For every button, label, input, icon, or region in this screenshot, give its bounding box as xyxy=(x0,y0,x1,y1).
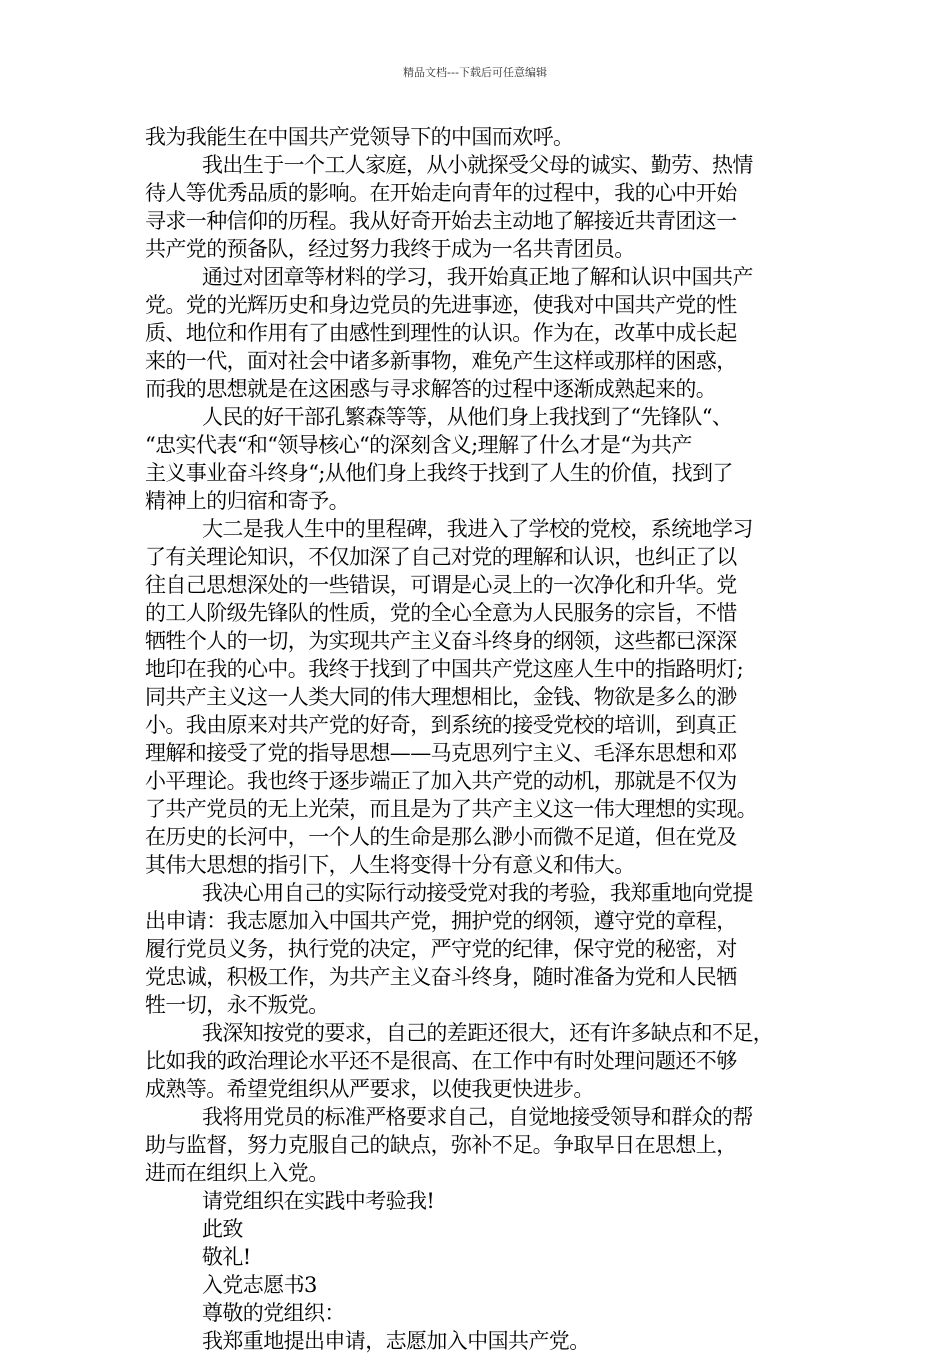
document-line: 牲一切，永不叛党。 xyxy=(145,993,329,1017)
document-line: “忠实代表“和“领导核心“的深刻含义;理解了什么才是“为共产 xyxy=(145,433,692,457)
document-line: 成熟等。希望党组织从严要求，以使我更快进步。 xyxy=(145,1077,594,1101)
document-line: 比如我的政治理论水平还不是很高、在工作中有时处理问题还不够 xyxy=(145,1049,737,1073)
document-line: 同共产主义这一人类大同的伟大理想相比，金钱、物欲是多么的渺 xyxy=(145,685,737,709)
document-line: 共产党的预备队，经过努力我终于成为一名共青团员。 xyxy=(145,237,635,261)
document-line: 精神上的归宿和寄予。 xyxy=(145,489,349,513)
document-line: 党忠诚，积极工作，为共产主义奋斗终身，随时准备为党和人民牺 xyxy=(145,965,737,989)
document-line: 地印在我的心中。我终于找到了中国共产党这座人生中的指路明灯; xyxy=(145,657,744,681)
document-line: 小平理论。我也终于逐步端正了加入共产党的动机，那就是不仅为 xyxy=(145,769,737,793)
document-line: 质、地位和作用有了由感性到理性的认识。作为在，改革中成长起 xyxy=(145,321,737,345)
document-line: 在历史的长河中，一个人的生命是那么渺小而微不足道，但在党及 xyxy=(145,825,737,849)
document-line: 来的一代，面对社会中诸多新事物，难免产生这样或那样的困惑， xyxy=(145,349,737,373)
document-line: 党。党的光辉历史和身边党员的先进事迹，使我对中国共产党的性 xyxy=(145,293,737,317)
document-line: 通过对团章等材料的学习，我开始真正地了解和认识中国共产 xyxy=(202,265,753,289)
page-header: 精品文档---下载后可任意编辑 xyxy=(403,66,547,79)
document-line: 我决心用自己的实际行动接受党对我的考验，我郑重地向党提 xyxy=(202,881,753,905)
document-line: 请党组织在实践中考验我! xyxy=(202,1189,435,1213)
document-line: 出申请：我志愿加入中国共产党，拥护党的纲领，遵守党的章程， xyxy=(145,909,737,933)
document-line: 人民的好干部孔繁森等等，从他们身上我找到了“先锋队“、 xyxy=(202,405,733,429)
document-line: 牺牲个人的一切，为实现共产主义奋斗终身的纲领，这些都已深深 xyxy=(145,629,737,653)
document-line: 敬礼! xyxy=(202,1245,251,1269)
document-line: 往自己思想深处的一些错误，可谓是心灵上的一次净化和升华。党 xyxy=(145,573,737,597)
document-line: 进而在组织上入党。 xyxy=(145,1161,329,1185)
document-line: 尊敬的党组织： xyxy=(202,1301,345,1325)
document-line: 我郑重地提出申请，志愿加入中国共产党。 xyxy=(202,1329,590,1353)
document-line: 我深知按党的要求，自己的差距还很大，还有许多缺点和不足， xyxy=(202,1021,774,1045)
document-body xyxy=(145,123,825,1355)
document-line: 我为我能生在中国共产党领导下的中国而欢呼。 xyxy=(145,125,574,149)
document-line: 寻求一种信仰的历程。我从好奇开始去主动地了解接近共青团这一 xyxy=(145,209,737,233)
document-line: 了共产党员的无上光荣，而且是为了共产主义这一伟大理想的实现。 xyxy=(145,797,757,821)
document-line: 而我的思想就是在这困惑与寻求解答的过程中逐渐成熟起来的。 xyxy=(145,377,717,401)
document-line: 履行党员义务，执行党的决定，严守党的纪律，保守党的秘密，对 xyxy=(145,937,737,961)
document-line: 我将用党员的标准严格要求自己，自觉地接受领导和群众的帮 xyxy=(202,1105,753,1129)
document-line: 助与监督，努力克服自己的缺点，弥补不足。争取早日在思想上， xyxy=(145,1133,737,1157)
document-line: 的工人阶级先锋队的性质，党的全心全意为人民服务的宗旨，不惜 xyxy=(145,601,737,625)
document-line: 了有关理论知识，不仅加深了自己对党的理解和认识，也纠正了以 xyxy=(145,545,737,569)
document-line: 主义事业奋斗终身“;从他们身上我终于找到了人生的价值，找到了 xyxy=(145,461,733,485)
document-line: 此致 xyxy=(202,1217,243,1241)
document-line: 理解和接受了党的指导思想——马克思列宁主义、毛泽东思想和邓 xyxy=(145,741,737,765)
document-line: 入党志愿书3 xyxy=(202,1273,317,1297)
document-line: 大二是我人生中的里程碑，我进入了学校的党校，系统地学习 xyxy=(202,517,753,541)
document-line: 我出生于一个工人家庭，从小就探受父母的诚实、勤劳、热情 xyxy=(202,153,753,177)
document-line: 小。我由原来对共产党的好奇，到系统的接受党校的培训，到真正 xyxy=(145,713,737,737)
document-line: 待人等优秀品质的影响。在开始走向青年的过程中，我的心中开始 xyxy=(145,181,737,205)
document-line: 其伟大思想的指引下，人生将变得十分有意义和伟大。 xyxy=(145,853,635,877)
